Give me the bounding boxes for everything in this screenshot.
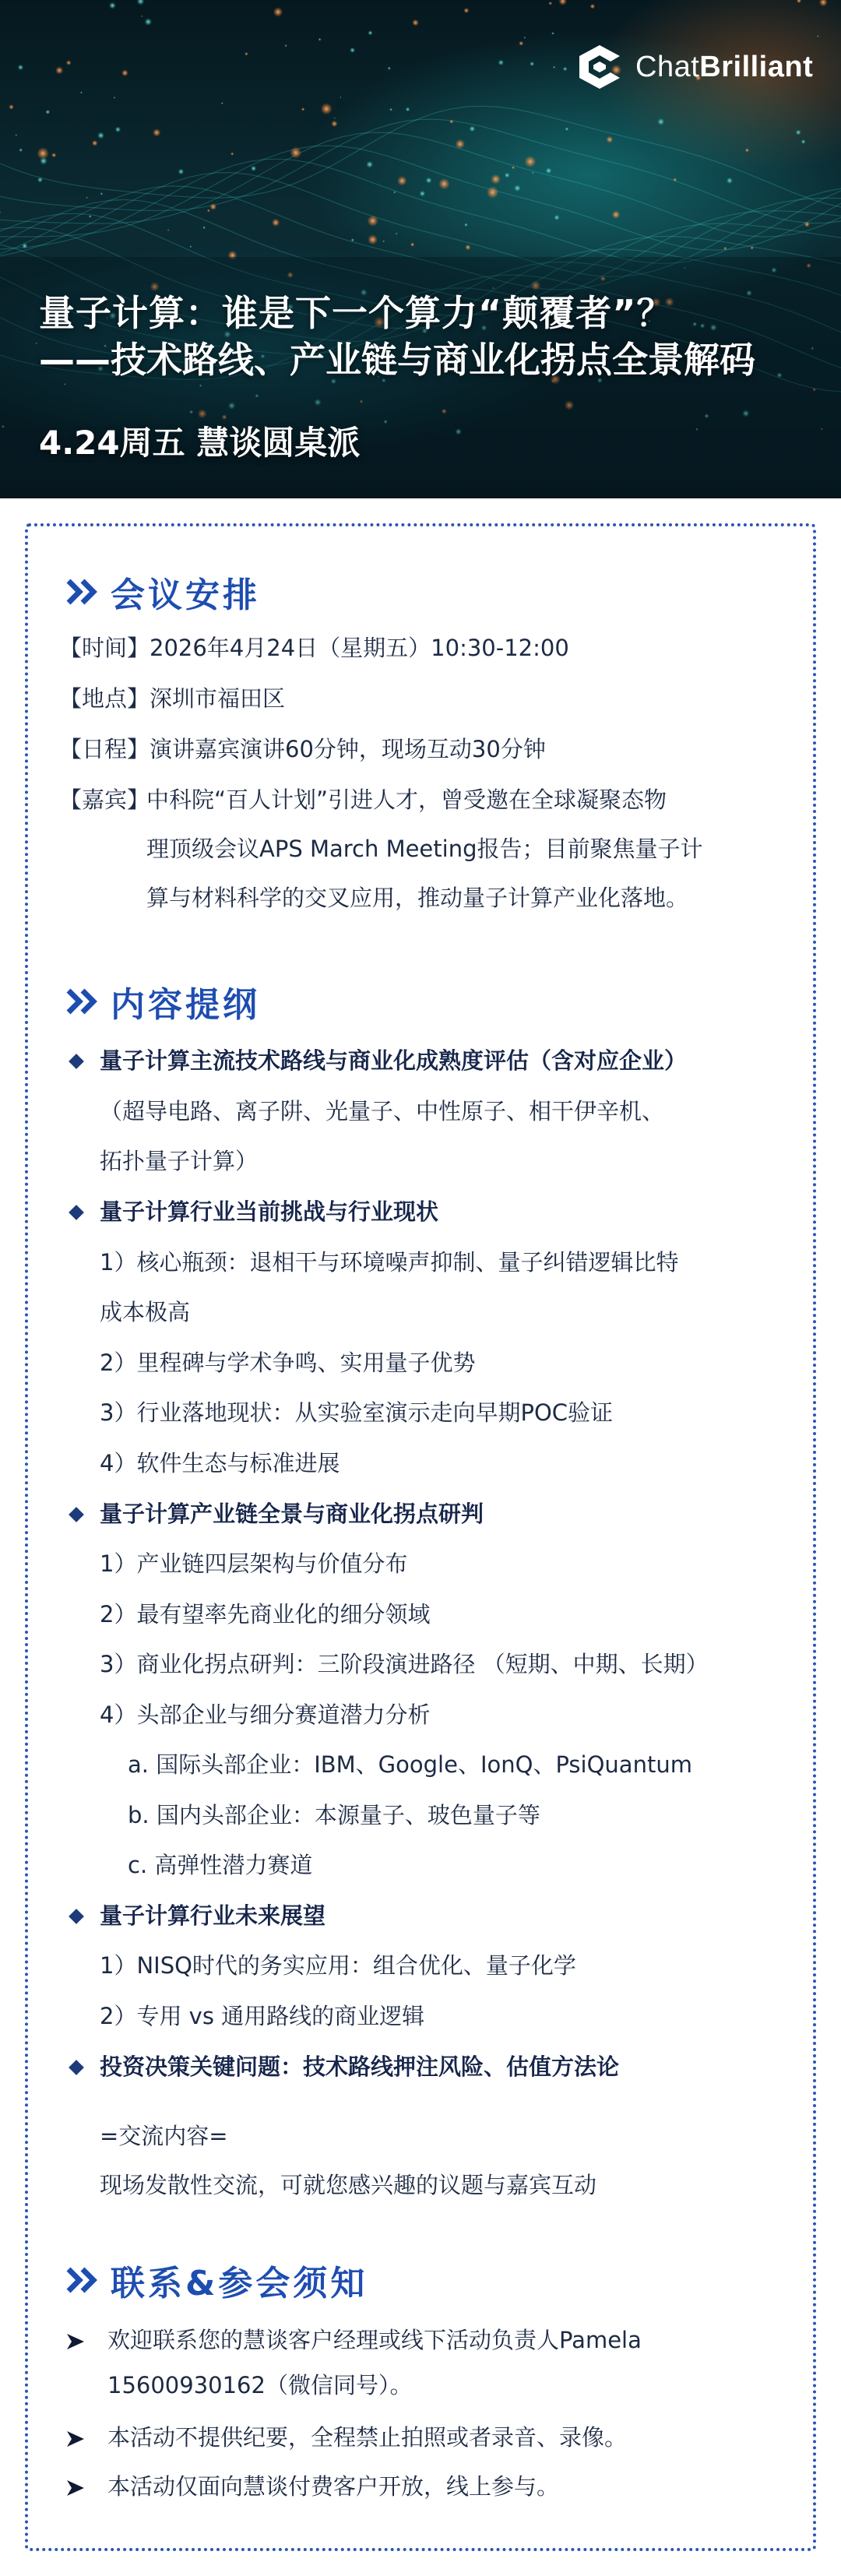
light-particle <box>465 245 470 250</box>
light-particle <box>334 118 336 119</box>
light-particle <box>97 132 104 139</box>
notice-heading-text: 联系&参会须知 <box>111 2264 368 2303</box>
diamond-bullet-icon <box>69 1205 84 1220</box>
exchange-title: =交流内容= <box>100 2123 228 2149</box>
light-particle <box>114 97 116 99</box>
diamond-bullet-icon <box>69 1507 84 1522</box>
light-particle <box>115 127 121 133</box>
light-particle <box>606 136 613 143</box>
brand-name: ChatBrilliant <box>635 50 814 83</box>
light-particle <box>167 229 169 231</box>
light-particle <box>141 16 143 17</box>
double-chevron-icon <box>65 578 100 606</box>
light-particle <box>464 223 468 227</box>
light-particle <box>469 125 475 132</box>
light-particle <box>290 147 301 159</box>
outline-heading-text: 内容提纲 <box>111 985 260 1025</box>
hero-title-line-1: 量子计算：谁是下一个算力“颠覆者”？ <box>39 292 674 334</box>
light-particle <box>455 139 465 150</box>
hero-date-line: 4.24周五 慧谈圆桌派 <box>39 424 361 462</box>
light-particle <box>245 52 248 56</box>
light-particle <box>221 102 223 104</box>
topic-4-line: 2）专用 vs 通用路线的商业逻辑 <box>100 2003 425 2029</box>
light-particle <box>505 172 510 178</box>
topic-3-subline: a. 国际头部企业：IBM、Google、IonQ、PsiQuantum <box>128 1751 692 1778</box>
chatbrilliant-logo <box>573 40 813 93</box>
light-particle <box>673 178 677 181</box>
notice-item-1-line-1: 欢迎联系您的慧谈客户经理或线下活动负责人Pamela <box>107 2327 642 2353</box>
light-particle <box>412 19 419 26</box>
light-particle <box>487 186 499 199</box>
light-particle <box>491 174 501 185</box>
light-particle <box>100 192 104 195</box>
notice-item-1-line-2: 15600930162（微信同号）。 <box>107 2372 413 2398</box>
light-particle <box>207 209 210 213</box>
light-particle <box>368 234 378 245</box>
light-particle <box>45 110 50 114</box>
light-particle <box>727 178 733 184</box>
light-particle <box>657 118 664 125</box>
topic-4-title: 量子计算行业未来展望 <box>100 1902 326 1929</box>
outline-heading <box>65 977 260 1026</box>
light-particle <box>590 4 596 9</box>
light-particle <box>318 38 322 41</box>
topic-3-line: 2）最有望率先商业化的细分领域 <box>100 1601 431 1628</box>
light-particle <box>121 69 128 76</box>
agenda-guest-line-3: 算与材料科学的交叉应用，推动量子计算产业化落地。 <box>146 885 689 911</box>
light-particle <box>545 167 551 174</box>
light-particle <box>18 65 24 71</box>
light-particle <box>321 103 333 114</box>
topic-1-line: （超导电路、离子阱、光量子、中性原子、相干伊辛机、 <box>100 1098 665 1124</box>
light-particle <box>273 7 283 16</box>
notice-item-2: 本活动不提供纪要，全程禁止拍照或者录音、录像。 <box>107 2424 628 2451</box>
light-particle <box>340 97 341 98</box>
light-particle <box>396 233 398 235</box>
light-particle <box>498 60 505 66</box>
diamond-bullet-icon <box>69 1909 84 1924</box>
light-particle <box>463 8 469 13</box>
arrow-bullet-icon <box>65 2331 86 2352</box>
light-particle <box>426 178 432 184</box>
light-particle <box>109 2 116 9</box>
light-particle <box>22 243 28 249</box>
light-particle <box>612 210 621 219</box>
light-particle <box>804 221 810 227</box>
light-particle <box>89 215 92 218</box>
wave-line <box>0 159 841 263</box>
notice-heading <box>65 2255 368 2305</box>
light-particle <box>558 0 567 5</box>
light-particle <box>209 203 216 210</box>
topic-3-title: 量子计算产业链全景与商业化拐点研判 <box>100 1501 484 1527</box>
exchange-text: 现场发散性交流，可就您感兴趣的议题与嘉宾互动 <box>100 2172 597 2198</box>
wave-line <box>0 132 841 237</box>
arrow-bullet-icon <box>65 2429 86 2449</box>
topic-2-line: 3）行业落地现状：从实验室演示走向早期POC验证 <box>100 1399 614 1426</box>
light-particle <box>549 2 553 5</box>
light-particle <box>397 176 407 186</box>
light-particle <box>202 226 206 229</box>
topic-4-line: 1）NISQ时代的务实应用：组合优化、量子化学 <box>100 1952 576 1979</box>
light-particle <box>438 178 450 190</box>
agenda-heading <box>65 567 260 617</box>
diamond-bullet-icon <box>69 2060 84 2075</box>
light-particle <box>137 0 145 5</box>
place-label: 【地点】 <box>59 685 150 712</box>
schedule-label: 【日程】 <box>59 736 150 762</box>
light-particle <box>230 152 234 155</box>
diamond-bullet-icon <box>69 1054 84 1069</box>
topic-3-line: 4）头部企业与细分赛道潜力分析 <box>100 1701 431 1728</box>
light-particle <box>420 191 426 197</box>
agenda-place <box>59 683 285 714</box>
light-particle <box>9 104 14 110</box>
light-particle <box>331 121 337 127</box>
brand-logo-icon <box>573 40 626 93</box>
schedule-value: 演讲嘉宾演讲60分钟，现场互动30分钟 <box>150 736 546 762</box>
light-particle <box>406 107 410 111</box>
topic-3-subline: b. 国内头部企业：本源量子、玻色量子等 <box>128 1802 540 1828</box>
light-particle <box>366 161 373 168</box>
hero-title-line-2: ——技术路线、产业链与商业化拐点全景解码 <box>39 339 755 381</box>
light-particle <box>393 191 396 193</box>
light-particle <box>524 37 526 39</box>
light-particle <box>817 35 819 37</box>
light-particle <box>189 245 192 248</box>
hero-banner <box>0 0 841 498</box>
light-particle <box>144 18 152 26</box>
agenda-heading-text: 会议安排 <box>111 575 260 615</box>
content-card <box>25 523 816 2551</box>
light-particle <box>532 172 534 174</box>
agenda-guest-line-2: 理顶级会议APS March Meeting报告；目前聚焦量子计 <box>146 836 703 862</box>
light-particle <box>0 212 1 213</box>
topic-2-line: 2）里程碑与学术争鸣、实用量子优势 <box>100 1350 476 1376</box>
light-particle <box>551 32 554 35</box>
light-particle <box>512 166 515 169</box>
light-particle <box>178 169 185 175</box>
light-particle <box>251 166 257 172</box>
light-particle <box>51 153 56 157</box>
double-chevron-icon <box>65 987 100 1015</box>
agenda-time <box>59 632 569 663</box>
light-particle <box>565 127 569 131</box>
topic-3-subline: c. 高弹性潜力赛道 <box>128 1852 313 1878</box>
light-particle <box>284 44 287 47</box>
light-particle <box>16 134 18 136</box>
light-particle <box>388 67 391 70</box>
light-particle <box>554 215 559 220</box>
light-particle <box>795 129 801 135</box>
light-particle <box>514 185 521 192</box>
light-particle <box>37 177 43 182</box>
time-label: 【时间】 <box>59 635 150 661</box>
light-particle <box>153 128 160 136</box>
light-particle <box>301 107 304 111</box>
topic-3-line: 3）商业化拐点研判：三阶段演进路径 （短期、中期、长期） <box>100 1651 709 1677</box>
agenda-guest-label: 【嘉宾】 <box>59 787 150 813</box>
agenda-schedule <box>59 734 546 765</box>
agenda-guest-line-1: 中科院“百人计划”引进人才，曾受邀在全球凝聚态物 <box>146 787 667 813</box>
light-particle <box>92 140 98 146</box>
light-particle <box>723 247 727 250</box>
light-particle <box>519 41 523 46</box>
light-particle <box>410 242 414 246</box>
time-value: 2026年4月24日（星期五）10:30-12:00 <box>150 635 569 661</box>
light-particle <box>351 238 354 241</box>
light-particle <box>368 215 378 226</box>
light-particle <box>389 108 392 111</box>
light-particle <box>745 148 749 152</box>
light-particle <box>80 91 83 93</box>
light-particle <box>563 67 568 72</box>
topic-2-line: 成本极高 <box>100 1299 191 1325</box>
light-particle <box>382 241 385 243</box>
light-particle <box>350 48 355 53</box>
light-particle <box>530 62 534 66</box>
light-particle <box>19 148 23 152</box>
topic-3-line: 1）产业链四层架构与价值分布 <box>100 1550 408 1577</box>
topic-2-line: 1）核心瓶颈：退相干与环境噪声抑制、量子纠错逻辑比特 <box>100 1249 679 1276</box>
double-chevron-icon <box>65 2266 100 2294</box>
light-particle <box>449 120 453 124</box>
light-particle <box>524 156 536 167</box>
arrow-bullet-icon <box>65 2478 86 2498</box>
wave-line <box>0 119 841 223</box>
light-particle <box>797 0 801 3</box>
hero-title <box>39 290 755 383</box>
topic-2-title: 量子计算行业当前挑战与行业现状 <box>100 1198 439 1225</box>
topic-2-line: 4）软件生态与标准进展 <box>100 1450 340 1476</box>
topic-1-title: 量子计算主流技术路线与商业化成熟度评估（含对应企业） <box>100 1047 688 1074</box>
light-particle <box>553 66 555 69</box>
light-particle <box>37 147 49 160</box>
topic-1-line: 拓扑量子计算） <box>100 1148 259 1174</box>
topic-5-title: 投资决策关键问题：技术路线押注风险、估值方法论 <box>100 2053 620 2080</box>
light-particle <box>86 197 88 199</box>
light-particle <box>751 246 754 249</box>
light-particle <box>801 139 806 144</box>
light-particle <box>368 30 372 35</box>
light-particle <box>55 66 63 74</box>
light-particle <box>272 219 280 227</box>
light-particle <box>819 0 828 6</box>
place-value: 深圳市福田区 <box>150 685 286 712</box>
light-particle <box>66 60 72 65</box>
notice-item-3: 本活动仅面向慧谈付费客户开放，线上参与。 <box>107 2473 560 2500</box>
